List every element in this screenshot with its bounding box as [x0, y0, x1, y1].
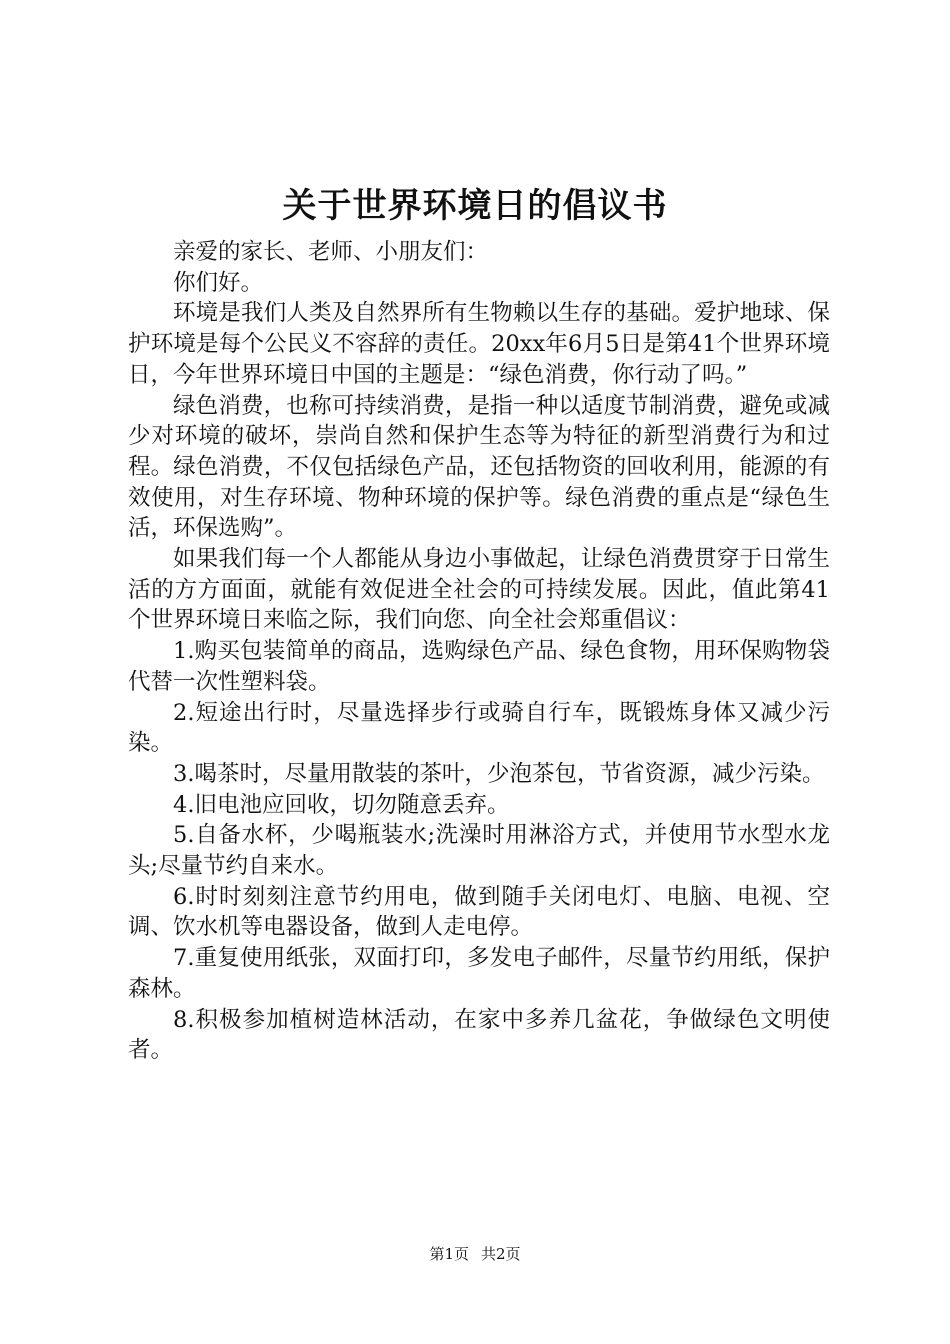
page-footer: [0, 1243, 950, 1265]
intro-paragraph: 环境是我们人类及自然界所有生物赖以生存的基础。爱护地球、保护环境是每个公民义不容辞的责任。20xx年6月5日是第41个世界环境日，今年世界环境日中国的主题是：“绿色消费，你行动了吗。”: [128, 300, 830, 388]
document-title: 关于世界环境日的倡议书: [282, 186, 668, 226]
proposal-item-7: 7.重复使用纸张，双面打印，多发电子邮件，尽量节约用纸，保护森林。: [128, 945, 830, 1002]
proposal-item-1: 1.购买包装简单的商品，选购绿色产品、绿色食物，用环保购物袋代替一次性塑料袋。: [128, 638, 830, 695]
proposal-item-2: 2.短途出行时，尽量选择步行或骑自行车，既锻炼身体又减少污染。: [128, 699, 830, 757]
call-paragraph: 如果我们每一个人都能从身边小事做起，让绿色消费贯穿于日常生活的方方面面，就能有效促进全社会的可持续发展。因此，值此第41个世界环境日来临之际，我们向您、向全社会郑重倡议：: [128, 546, 830, 634]
document-body: [128, 237, 830, 1066]
proposal-item-5: 5.自备水杯，少喝瓶装水;洗澡时用淋浴方式，并使用节水型水龙头;尽量节约自来水。: [128, 822, 830, 880]
proposal-item-8: 8.积极参加植树造林活动，在家中多养几盆花，争做绿色文明使者。: [128, 1006, 830, 1064]
greeting-paragraph: 亲爱的家长、老师、小朋友们：: [173, 239, 489, 265]
page-number-current: 第1页: [429, 1245, 469, 1263]
definition-paragraph: 绿色消费，也称可持续消费，是指一种以适度节制消费，避免或减少对环境的破坏，崇尚自然和保护生态等为特征的新型消费行为和过程。绿色消费，不仅包括绿色产品，还包括物资的回收利用，能源的有效使用，对生存环境、物种环境的保护等。绿色消费的重点是“绿色生活，环保选购”。: [128, 392, 830, 542]
proposal-item-3: 3.喝茶时，尽量用散装的茶叶，少泡茶包，节省资源，减少污染。: [173, 760, 825, 787]
page-number-total: 共2页: [481, 1245, 521, 1263]
proposal-item-4: 4.旧电池应回收，切勿随意丢弃。: [173, 791, 510, 818]
salutation-paragraph: 你们好。: [173, 269, 264, 296]
proposal-item-6: 6.时时刻刻注意节约用电，做到随手关闭电灯、电脑、电视、空调、饮水机等电器设备，做到人走电停。: [128, 883, 830, 941]
